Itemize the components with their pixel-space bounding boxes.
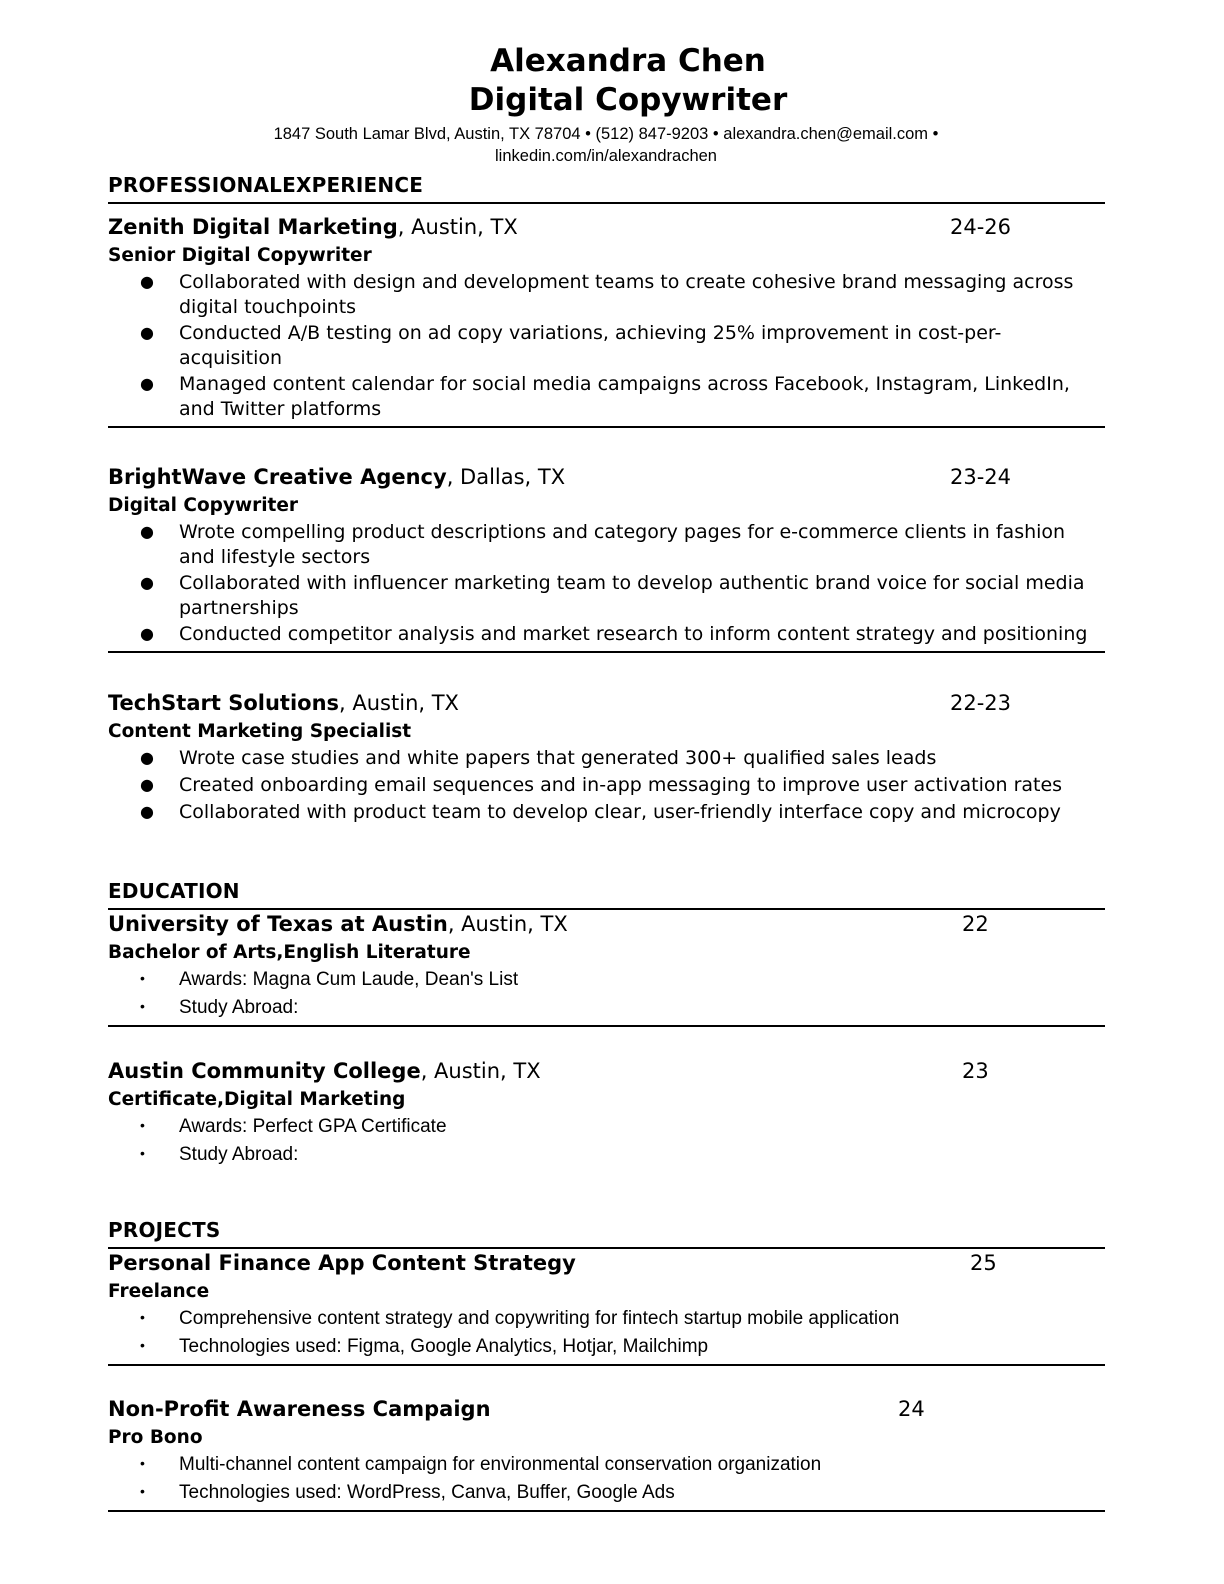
bullet-item: ● Collaborated with product team to develop clear, user-friendly interface copy and microcopy (140, 801, 1061, 823)
bullet-continuation: digital touchpoints (179, 296, 357, 318)
bullet-icon: • (140, 1483, 145, 1499)
section-heading-education: EDUCATION (108, 879, 240, 903)
contact-line: 1847 South Lamar Blvd, Austin, TX 78704 • (512) 847-9203 • alexandra.chen@email.com • (273, 125, 939, 143)
section-divider (108, 1247, 1105, 1249)
entry-divider (108, 1025, 1105, 1027)
bullet-icon: ● (140, 624, 154, 643)
bullet-item: • Technologies used: WordPress, Canva, Buffer, Google Ads (140, 1482, 675, 1503)
company-location: , Austin, TX (339, 691, 459, 715)
bullet-item: ● Wrote case studies and white papers that generated 300+ qualified sales leads (140, 747, 937, 769)
company-name: BrightWave Creative Agency (108, 465, 447, 489)
school-location: , Austin, TX (447, 912, 568, 936)
bullet-continuation: acquisition (179, 347, 283, 369)
bullet-icon: ● (140, 374, 154, 393)
employment-dates: 24-26 (950, 215, 1012, 239)
bullet-item: • Study Abroad: (140, 997, 299, 1018)
school-name: Austin Community College (108, 1059, 421, 1083)
bullet-continuation: and lifestyle sectors (179, 546, 371, 568)
entry-divider (108, 1364, 1105, 1366)
education-entry-header (108, 1059, 541, 1083)
section-heading-experience: PROFESSIONALEXPERIENCE (108, 173, 424, 197)
bullet-item: ● Created onboarding email sequences and in-app messaging to improve user activation rates (140, 774, 1063, 796)
project-year: 24 (898, 1397, 925, 1421)
entry-divider (108, 651, 1105, 653)
bullet-icon: ● (140, 802, 154, 821)
bullet-item: ● Managed content calendar for social media campaigns across Facebook, Instagram, LinkedIn, (140, 373, 1070, 395)
bullet-item: • Awards: Perfect GPA Certificate (140, 1116, 447, 1137)
education-entry-header (108, 912, 568, 936)
experience-entry-header (108, 465, 565, 489)
experience-entry-header (108, 215, 518, 239)
bullet-icon: • (140, 998, 145, 1014)
section-divider (108, 908, 1105, 910)
project-type: Pro Bono (108, 1427, 203, 1448)
bullet-item: • Multi-channel content campaign for environmental conservation organization (140, 1454, 822, 1475)
bullet-icon: ● (140, 323, 154, 342)
bullet-item: • Comprehensive content strategy and copywriting for fintech startup mobile application (140, 1308, 900, 1329)
job-title: Content Marketing Specialist (108, 721, 412, 742)
section-divider (108, 202, 1105, 204)
bullet-icon: ● (140, 272, 154, 291)
bullet-item: • Study Abroad: (140, 1144, 299, 1165)
bullet-item: ● Collaborated with influencer marketing team to develop authentic brand voice for social media (140, 572, 1085, 594)
bullet-icon: ● (140, 522, 154, 541)
job-title: Senior Digital Copywriter (108, 245, 372, 266)
project-type: Freelance (108, 1281, 210, 1302)
linkedin-link[interactable]: linkedin.com/in/alexandrachen (495, 147, 717, 165)
section-heading-projects: PROJECTS (108, 1218, 221, 1242)
company-name: TechStart Solutions (108, 691, 340, 715)
bullet-item: ● Collaborated with design and development teams to create cohesive brand messaging across (140, 271, 1074, 293)
bullet-icon: • (140, 970, 145, 986)
employment-dates: 23-24 (950, 465, 1012, 489)
bullet-continuation: partnerships (179, 597, 299, 619)
bullet-icon: • (140, 1309, 145, 1325)
bullet-item: ● Wrote compelling product descriptions and category pages for e-commerce clients in fashion (140, 521, 1066, 543)
candidate-name: Alexandra Chen (490, 43, 766, 79)
bullet-continuation: and Twitter platforms (179, 398, 382, 420)
job-title: Digital Copywriter (108, 495, 299, 516)
entry-divider (108, 426, 1105, 428)
company-location: , Austin, TX (397, 215, 518, 239)
project-name: Personal Finance App Content Strategy (108, 1251, 576, 1275)
bullet-item: ● Conducted competitor analysis and market research to inform content strategy and positioning (140, 623, 1088, 645)
bullet-icon: ● (140, 748, 154, 767)
bullet-icon: ● (140, 573, 154, 592)
bullet-icon: • (140, 1145, 145, 1161)
bullet-icon: • (140, 1337, 145, 1353)
degree: Bachelor of Arts,English Literature (108, 942, 471, 963)
experience-entry-header (108, 691, 459, 715)
bullet-item: ● Conducted A/B testing on ad copy variations, achieving 25% improvement in cost-per- (140, 322, 1002, 344)
bullet-item: • Awards: Magna Cum Laude, Dean's List (140, 969, 519, 990)
employment-dates: 22-23 (950, 691, 1012, 715)
company-name: Zenith Digital Marketing (108, 215, 398, 239)
bullet-icon: • (140, 1455, 145, 1471)
school-location: , Austin, TX (420, 1059, 541, 1083)
entry-divider (108, 1510, 1105, 1512)
bullet-item: • Technologies used: Figma, Google Analytics, Hotjar, Mailchimp (140, 1336, 709, 1357)
project-year: 25 (970, 1251, 997, 1275)
company-location: , Dallas, TX (446, 465, 566, 489)
candidate-title: Digital Copywriter (468, 82, 788, 118)
graduation-year: 22 (962, 912, 989, 936)
graduation-year: 23 (962, 1059, 989, 1083)
school-name: University of Texas at Austin (108, 912, 448, 936)
project-name: Non-Profit Awareness Campaign (108, 1397, 491, 1421)
degree: Certificate,Digital Marketing (108, 1089, 406, 1110)
bullet-icon: ● (140, 775, 154, 794)
bullet-icon: • (140, 1117, 145, 1133)
